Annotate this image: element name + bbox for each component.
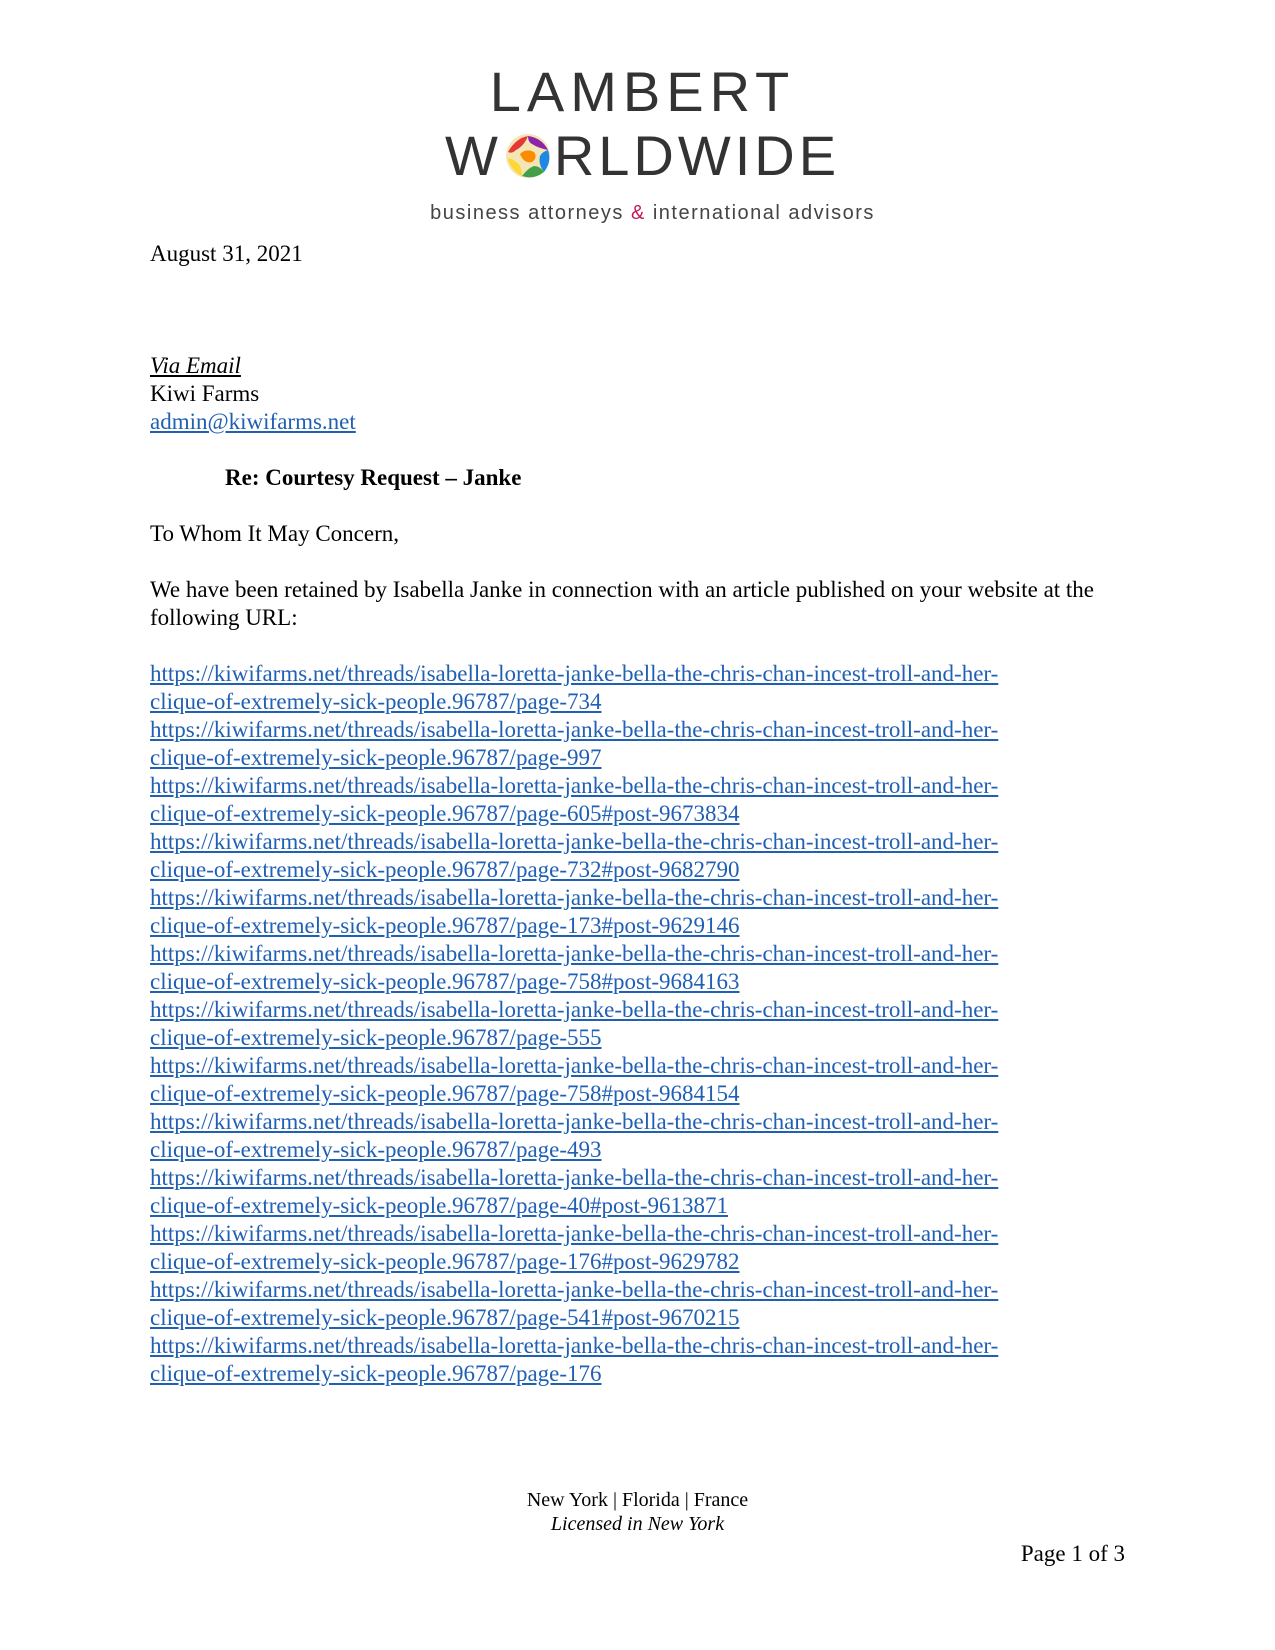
logo-w: W (444, 124, 502, 187)
logo-rldwide: RLDWIDE (553, 124, 841, 187)
letterhead-logo (0, 60, 1275, 225)
url-link[interactable]: https://kiwifarms.net/threads/isabella-loretta-janke-bella-the-chris-chan-incest-troll-and-her- clique-of-extremely-sick-people.96787/page-176 (150, 1333, 999, 1386)
body-paragraph: We have been retained by Isabella Janke in connection with an article published on your website at the following URL: (150, 577, 1095, 630)
salutation: To Whom It May Concern, (150, 521, 400, 546)
url-list (150, 660, 1130, 1388)
url-link[interactable]: https://kiwifarms.net/threads/isabella-loretta-janke-bella-the-chris-chan-incest-troll-and-her- clique-of-extremely-sick-people.96787/page-734 (150, 661, 999, 714)
page-number: Page 1 of 3 (1020, 1541, 1125, 1566)
subject-line: Re: Courtesy Request – Janke (225, 465, 522, 490)
letter-date: August 31, 2021 (150, 241, 303, 266)
globe-icon (504, 132, 552, 180)
url-link[interactable]: https://kiwifarms.net/threads/isabella-loretta-janke-bella-the-chris-chan-incest-troll-and-her- clique-of-extremely-sick-people.96787/page-605#post-9673834 (150, 773, 999, 826)
url-link[interactable]: https://kiwifarms.net/threads/isabella-loretta-janke-bella-the-chris-chan-incest-troll-and-her- clique-of-extremely-sick-people.96787/page-555 (150, 997, 999, 1050)
url-link[interactable]: https://kiwifarms.net/threads/isabella-loretta-janke-bella-the-chris-chan-incest-troll-and-her- clique-of-extremely-sick-people.96787/page-493 (150, 1109, 999, 1162)
recipient-email-link[interactable]: admin@kiwifarms.net (150, 409, 356, 434)
footer-locations: New York | Florida | France (526, 1489, 749, 1511)
url-link[interactable]: https://kiwifarms.net/threads/isabella-loretta-janke-bella-the-chris-chan-incest-troll-and-her- clique-of-extremely-sick-people.96787/page-176#post-9629782 (150, 1221, 999, 1274)
url-link[interactable]: https://kiwifarms.net/threads/isabella-loretta-janke-bella-the-chris-chan-incest-troll-and-her- clique-of-extremely-sick-people.96787/page-173#post-9629146 (150, 885, 999, 938)
logo-tagline: business attorneys & international advisors (430, 202, 875, 224)
url-link[interactable]: https://kiwifarms.net/threads/isabella-loretta-janke-bella-the-chris-chan-incest-troll-and-her- clique-of-extremely-sick-people.96787/page-732#post-9682790 (150, 829, 999, 882)
logo-lambert: LAMBERT (489, 60, 796, 123)
url-link[interactable]: https://kiwifarms.net/threads/isabella-loretta-janke-bella-the-chris-chan-incest-troll-and-her- clique-of-extremely-sick-people.96787/page-541#post-9670215 (150, 1277, 999, 1330)
url-link[interactable]: https://kiwifarms.net/threads/isabella-loretta-janke-bella-the-chris-chan-incest-troll-and-her- clique-of-extremely-sick-people.96787/page-40#post-9613871 (150, 1165, 999, 1218)
logo-worldwide (435, 124, 840, 188)
url-link[interactable]: https://kiwifarms.net/threads/isabella-loretta-janke-bella-the-chris-chan-incest-troll-and-her- clique-of-extremely-sick-people.96787/page-758#post-9684154 (150, 1053, 999, 1106)
delivery-method: Via Email (150, 353, 241, 378)
url-link[interactable]: https://kiwifarms.net/threads/isabella-loretta-janke-bella-the-chris-chan-incest-troll-and-her- clique-of-extremely-sick-people.96787/page-997 (150, 717, 999, 770)
footer-license: Licensed in New York (550, 1513, 725, 1535)
recipient-name: Kiwi Farms (150, 381, 260, 406)
url-link[interactable]: https://kiwifarms.net/threads/isabella-loretta-janke-bella-the-chris-chan-incest-troll-and-her- clique-of-extremely-sick-people.96787/page-758#post-9684163 (150, 941, 999, 994)
